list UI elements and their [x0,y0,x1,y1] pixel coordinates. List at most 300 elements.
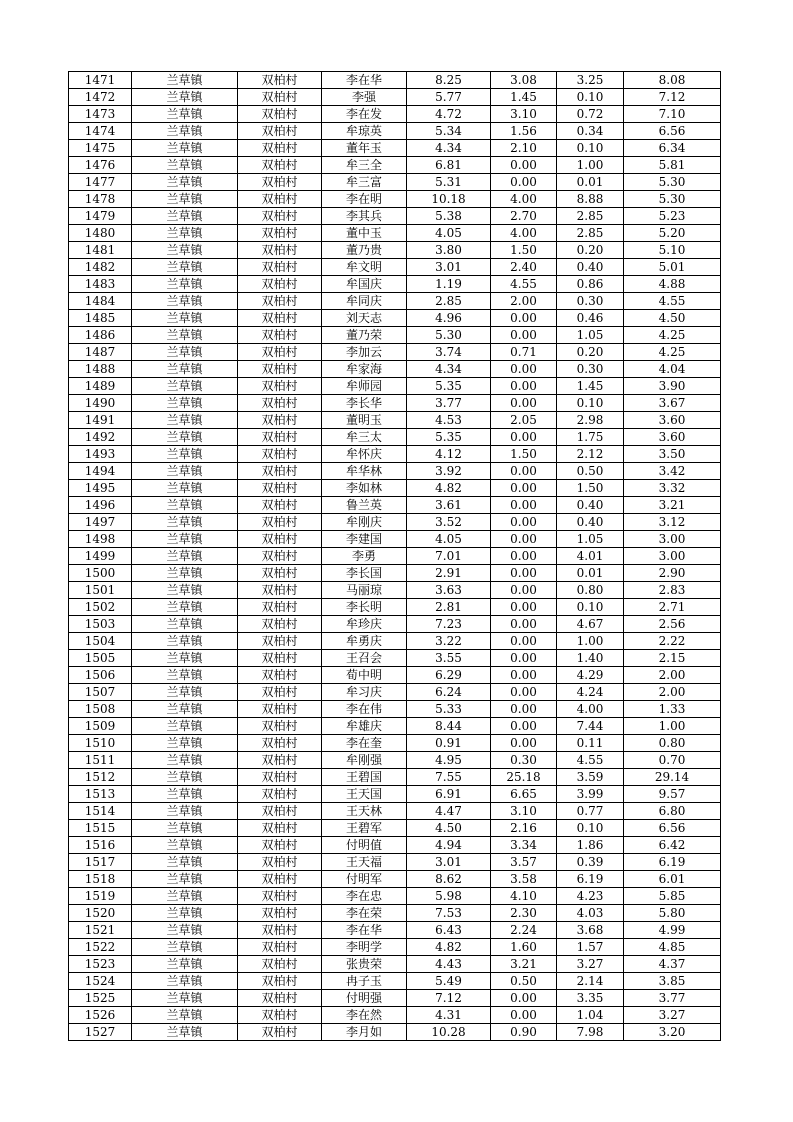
row-number-cell: 1507 [69,684,132,701]
value-c-cell: 1.50 [557,480,624,497]
village-cell: 双柏村 [238,412,322,429]
value-c-cell: 4.01 [557,548,624,565]
row-number-cell: 1482 [69,259,132,276]
table-row [69,463,721,480]
value-b-cell: 0.00 [491,361,557,378]
name-cell: 李月如 [322,1024,407,1041]
value-a-cell: 4.72 [407,106,491,123]
table-row [69,650,721,667]
value-d-cell: 5.23 [624,208,721,225]
value-c-cell: 3.59 [557,769,624,786]
value-d-cell: 6.56 [624,820,721,837]
value-b-cell: 2.00 [491,293,557,310]
value-d-cell: 9.57 [624,786,721,803]
row-number-cell: 1525 [69,990,132,1007]
value-a-cell: 4.05 [407,531,491,548]
town-cell: 兰草镇 [132,582,238,599]
town-cell: 兰草镇 [132,599,238,616]
town-cell: 兰草镇 [132,378,238,395]
row-number-cell: 1483 [69,276,132,293]
value-c-cell: 7.98 [557,1024,624,1041]
value-a-cell: 4.96 [407,310,491,327]
value-c-cell: 1.57 [557,939,624,956]
row-number-cell: 1513 [69,786,132,803]
table-row [69,769,721,786]
value-c-cell: 0.10 [557,820,624,837]
row-number-cell: 1489 [69,378,132,395]
village-cell: 双柏村 [238,616,322,633]
value-b-cell: 0.00 [491,497,557,514]
value-b-cell: 25.18 [491,769,557,786]
row-number-cell: 1481 [69,242,132,259]
table-row [69,582,721,599]
value-d-cell: 3.50 [624,446,721,463]
value-a-cell: 7.53 [407,905,491,922]
table-row [69,174,721,191]
table-row [69,565,721,582]
town-cell: 兰草镇 [132,310,238,327]
table-row [69,905,721,922]
value-d-cell: 3.12 [624,514,721,531]
village-cell: 双柏村 [238,650,322,667]
value-c-cell: 0.86 [557,276,624,293]
village-cell: 双柏村 [238,684,322,701]
row-number-cell: 1490 [69,395,132,412]
town-cell: 兰草镇 [132,939,238,956]
document-page [68,71,720,1041]
table-row [69,497,721,514]
value-c-cell: 2.85 [557,225,624,242]
value-a-cell: 5.30 [407,327,491,344]
value-a-cell: 3.77 [407,395,491,412]
row-number-cell: 1521 [69,922,132,939]
value-d-cell: 4.88 [624,276,721,293]
value-d-cell: 2.15 [624,650,721,667]
row-number-cell: 1504 [69,633,132,650]
table-row [69,786,721,803]
value-a-cell: 6.43 [407,922,491,939]
value-b-cell: 4.55 [491,276,557,293]
table-row [69,242,721,259]
row-number-cell: 1495 [69,480,132,497]
row-number-cell: 1519 [69,888,132,905]
value-a-cell: 3.80 [407,242,491,259]
town-cell: 兰草镇 [132,548,238,565]
table-row [69,395,721,412]
village-cell: 双柏村 [238,446,322,463]
table-row [69,888,721,905]
value-c-cell: 0.34 [557,123,624,140]
value-d-cell: 3.77 [624,990,721,1007]
row-number-cell: 1478 [69,191,132,208]
value-a-cell: 4.47 [407,803,491,820]
value-d-cell: 2.83 [624,582,721,599]
row-number-cell: 1476 [69,157,132,174]
name-cell: 李长明 [322,599,407,616]
row-number-cell: 1499 [69,548,132,565]
value-a-cell: 3.52 [407,514,491,531]
value-b-cell: 0.90 [491,1024,557,1041]
town-cell: 兰草镇 [132,514,238,531]
name-cell: 牟三全 [322,157,407,174]
value-c-cell: 2.85 [557,208,624,225]
value-c-cell: 4.24 [557,684,624,701]
row-number-cell: 1488 [69,361,132,378]
village-cell: 双柏村 [238,89,322,106]
table-row [69,633,721,650]
table-row [69,1007,721,1024]
town-cell: 兰草镇 [132,820,238,837]
table-row [69,344,721,361]
value-c-cell: 0.77 [557,803,624,820]
village-cell: 双柏村 [238,72,322,89]
town-cell: 兰草镇 [132,973,238,990]
value-d-cell: 1.33 [624,701,721,718]
town-cell: 兰草镇 [132,395,238,412]
value-a-cell: 1.19 [407,276,491,293]
row-number-cell: 1520 [69,905,132,922]
village-cell: 双柏村 [238,378,322,395]
value-a-cell: 4.82 [407,480,491,497]
value-a-cell: 6.24 [407,684,491,701]
value-b-cell: 2.24 [491,922,557,939]
value-d-cell: 1.00 [624,718,721,735]
value-d-cell: 2.00 [624,667,721,684]
value-b-cell: 0.00 [491,599,557,616]
value-a-cell: 6.91 [407,786,491,803]
table-row [69,310,721,327]
value-a-cell: 3.01 [407,854,491,871]
town-cell: 兰草镇 [132,225,238,242]
table-row [69,616,721,633]
value-c-cell: 8.88 [557,191,624,208]
value-b-cell: 1.50 [491,446,557,463]
value-c-cell: 4.67 [557,616,624,633]
value-c-cell: 0.40 [557,497,624,514]
town-cell: 兰草镇 [132,361,238,378]
village-cell: 双柏村 [238,191,322,208]
value-b-cell: 3.08 [491,72,557,89]
value-c-cell: 0.30 [557,293,624,310]
value-b-cell: 0.00 [491,684,557,701]
name-cell: 李长国 [322,565,407,582]
name-cell: 李长华 [322,395,407,412]
name-cell: 鲁兰英 [322,497,407,514]
town-cell: 兰草镇 [132,463,238,480]
table-row [69,973,721,990]
value-d-cell: 5.80 [624,905,721,922]
value-b-cell: 2.10 [491,140,557,157]
table-row [69,72,721,89]
row-number-cell: 1498 [69,531,132,548]
value-d-cell: 4.99 [624,922,721,939]
value-c-cell: 1.86 [557,837,624,854]
town-cell: 兰草镇 [132,531,238,548]
name-cell: 王碧国 [322,769,407,786]
value-d-cell: 3.00 [624,548,721,565]
value-d-cell: 3.32 [624,480,721,497]
village-cell: 双柏村 [238,259,322,276]
table-row [69,871,721,888]
value-c-cell: 4.03 [557,905,624,922]
value-c-cell: 0.30 [557,361,624,378]
town-cell: 兰草镇 [132,1024,238,1041]
town-cell: 兰草镇 [132,327,238,344]
value-b-cell: 1.60 [491,939,557,956]
table-row [69,191,721,208]
row-number-cell: 1510 [69,735,132,752]
town-cell: 兰草镇 [132,259,238,276]
value-d-cell: 4.25 [624,327,721,344]
village-cell: 双柏村 [238,990,322,1007]
town-cell: 兰草镇 [132,174,238,191]
value-b-cell: 0.00 [491,718,557,735]
value-a-cell: 7.12 [407,990,491,1007]
name-cell: 牟同庆 [322,293,407,310]
village-cell: 双柏村 [238,599,322,616]
row-number-cell: 1491 [69,412,132,429]
value-b-cell: 3.21 [491,956,557,973]
value-b-cell: 0.00 [491,650,557,667]
value-c-cell: 3.68 [557,922,624,939]
town-cell: 兰草镇 [132,718,238,735]
village-cell: 双柏村 [238,344,322,361]
value-d-cell: 3.67 [624,395,721,412]
table-row [69,276,721,293]
table-row [69,956,721,973]
table-row [69,106,721,123]
village-cell: 双柏村 [238,769,322,786]
value-b-cell: 2.16 [491,820,557,837]
town-cell: 兰草镇 [132,242,238,259]
value-d-cell: 3.20 [624,1024,721,1041]
table-row [69,157,721,174]
value-b-cell: 0.00 [491,429,557,446]
value-d-cell: 2.90 [624,565,721,582]
village-cell: 双柏村 [238,480,322,497]
row-number-cell: 1486 [69,327,132,344]
name-cell: 董乃贵 [322,242,407,259]
value-c-cell: 4.29 [557,667,624,684]
value-c-cell: 0.40 [557,259,624,276]
value-b-cell: 6.65 [491,786,557,803]
value-b-cell: 0.00 [491,395,557,412]
value-b-cell: 4.10 [491,888,557,905]
table-row [69,123,721,140]
value-c-cell: 0.20 [557,344,624,361]
value-d-cell: 6.34 [624,140,721,157]
name-cell: 李在荣 [322,905,407,922]
village-cell: 双柏村 [238,463,322,480]
row-number-cell: 1515 [69,820,132,837]
value-a-cell: 4.53 [407,412,491,429]
value-c-cell: 1.00 [557,157,624,174]
village-cell: 双柏村 [238,718,322,735]
name-cell: 牟怀庆 [322,446,407,463]
village-cell: 双柏村 [238,582,322,599]
table-row [69,259,721,276]
row-number-cell: 1500 [69,565,132,582]
value-a-cell: 4.34 [407,361,491,378]
village-cell: 双柏村 [238,888,322,905]
name-cell: 牟华林 [322,463,407,480]
village-cell: 双柏村 [238,514,322,531]
row-number-cell: 1494 [69,463,132,480]
value-b-cell: 0.50 [491,973,557,990]
value-b-cell: 0.00 [491,582,557,599]
value-b-cell: 3.58 [491,871,557,888]
value-c-cell: 1.04 [557,1007,624,1024]
value-c-cell: 3.25 [557,72,624,89]
table-row [69,208,721,225]
value-c-cell: 0.11 [557,735,624,752]
town-cell: 兰草镇 [132,276,238,293]
value-c-cell: 0.72 [557,106,624,123]
table-row [69,684,721,701]
village-cell: 双柏村 [238,956,322,973]
town-cell: 兰草镇 [132,667,238,684]
value-d-cell: 7.12 [624,89,721,106]
row-number-cell: 1505 [69,650,132,667]
town-cell: 兰草镇 [132,565,238,582]
village-cell: 双柏村 [238,939,322,956]
row-number-cell: 1526 [69,1007,132,1024]
table-row [69,718,721,735]
value-a-cell: 7.23 [407,616,491,633]
value-d-cell: 3.60 [624,429,721,446]
table-row [69,361,721,378]
name-cell: 李其兵 [322,208,407,225]
value-c-cell: 0.01 [557,174,624,191]
town-cell: 兰草镇 [132,72,238,89]
value-d-cell: 5.81 [624,157,721,174]
name-cell: 牟三富 [322,174,407,191]
value-c-cell: 3.99 [557,786,624,803]
village-cell: 双柏村 [238,140,322,157]
name-cell: 董中玉 [322,225,407,242]
table-row [69,667,721,684]
value-c-cell: 7.44 [557,718,624,735]
value-d-cell: 29.14 [624,769,721,786]
value-d-cell: 4.85 [624,939,721,956]
town-cell: 兰草镇 [132,157,238,174]
row-number-cell: 1473 [69,106,132,123]
value-c-cell: 0.10 [557,140,624,157]
value-b-cell: 1.45 [491,89,557,106]
table-row [69,990,721,1007]
village-cell: 双柏村 [238,752,322,769]
value-c-cell: 1.45 [557,378,624,395]
value-a-cell: 3.61 [407,497,491,514]
value-b-cell: 0.71 [491,344,557,361]
value-a-cell: 7.55 [407,769,491,786]
value-b-cell: 2.05 [491,412,557,429]
value-d-cell: 5.01 [624,259,721,276]
town-cell: 兰草镇 [132,871,238,888]
town-cell: 兰草镇 [132,293,238,310]
name-cell: 牟师园 [322,378,407,395]
value-d-cell: 5.30 [624,174,721,191]
value-c-cell: 2.12 [557,446,624,463]
town-cell: 兰草镇 [132,956,238,973]
name-cell: 李强 [322,89,407,106]
value-d-cell: 5.85 [624,888,721,905]
value-c-cell: 4.55 [557,752,624,769]
town-cell: 兰草镇 [132,769,238,786]
value-a-cell: 7.01 [407,548,491,565]
table-row [69,599,721,616]
row-number-cell: 1492 [69,429,132,446]
value-d-cell: 2.71 [624,599,721,616]
town-cell: 兰草镇 [132,803,238,820]
row-number-cell: 1487 [69,344,132,361]
value-a-cell: 5.35 [407,378,491,395]
value-c-cell: 0.40 [557,514,624,531]
name-cell: 李在华 [322,922,407,939]
name-cell: 王天国 [322,786,407,803]
table-row [69,89,721,106]
village-cell: 双柏村 [238,327,322,344]
value-d-cell: 7.10 [624,106,721,123]
value-b-cell: 0.00 [491,480,557,497]
row-number-cell: 1474 [69,123,132,140]
table-row [69,480,721,497]
value-a-cell: 4.31 [407,1007,491,1024]
value-a-cell: 4.34 [407,140,491,157]
name-cell: 牟雄庆 [322,718,407,735]
value-b-cell: 0.00 [491,735,557,752]
value-c-cell: 1.40 [557,650,624,667]
value-a-cell: 8.44 [407,718,491,735]
value-b-cell: 3.10 [491,803,557,820]
town-cell: 兰草镇 [132,106,238,123]
value-c-cell: 6.19 [557,871,624,888]
value-b-cell: 0.00 [491,174,557,191]
town-cell: 兰草镇 [132,123,238,140]
value-c-cell: 0.20 [557,242,624,259]
value-a-cell: 3.01 [407,259,491,276]
village-cell: 双柏村 [238,276,322,293]
value-a-cell: 2.81 [407,599,491,616]
value-d-cell: 2.22 [624,633,721,650]
table-row [69,548,721,565]
value-d-cell: 3.00 [624,531,721,548]
town-cell: 兰草镇 [132,633,238,650]
value-a-cell: 0.91 [407,735,491,752]
name-cell: 牟琼英 [322,123,407,140]
name-cell: 牟珍庆 [322,616,407,633]
village-cell: 双柏村 [238,667,322,684]
value-b-cell: 2.30 [491,905,557,922]
row-number-cell: 1497 [69,514,132,531]
town-cell: 兰草镇 [132,905,238,922]
town-cell: 兰草镇 [132,412,238,429]
value-b-cell: 0.00 [491,1007,557,1024]
value-b-cell: 4.00 [491,191,557,208]
village-cell: 双柏村 [238,242,322,259]
name-cell: 牟刚强 [322,752,407,769]
value-a-cell: 5.49 [407,973,491,990]
table-row [69,735,721,752]
value-a-cell: 4.94 [407,837,491,854]
name-cell: 李建国 [322,531,407,548]
value-d-cell: 3.42 [624,463,721,480]
value-c-cell: 2.14 [557,973,624,990]
name-cell: 李明学 [322,939,407,956]
value-b-cell: 0.00 [491,667,557,684]
table-row [69,820,721,837]
value-c-cell: 0.46 [557,310,624,327]
